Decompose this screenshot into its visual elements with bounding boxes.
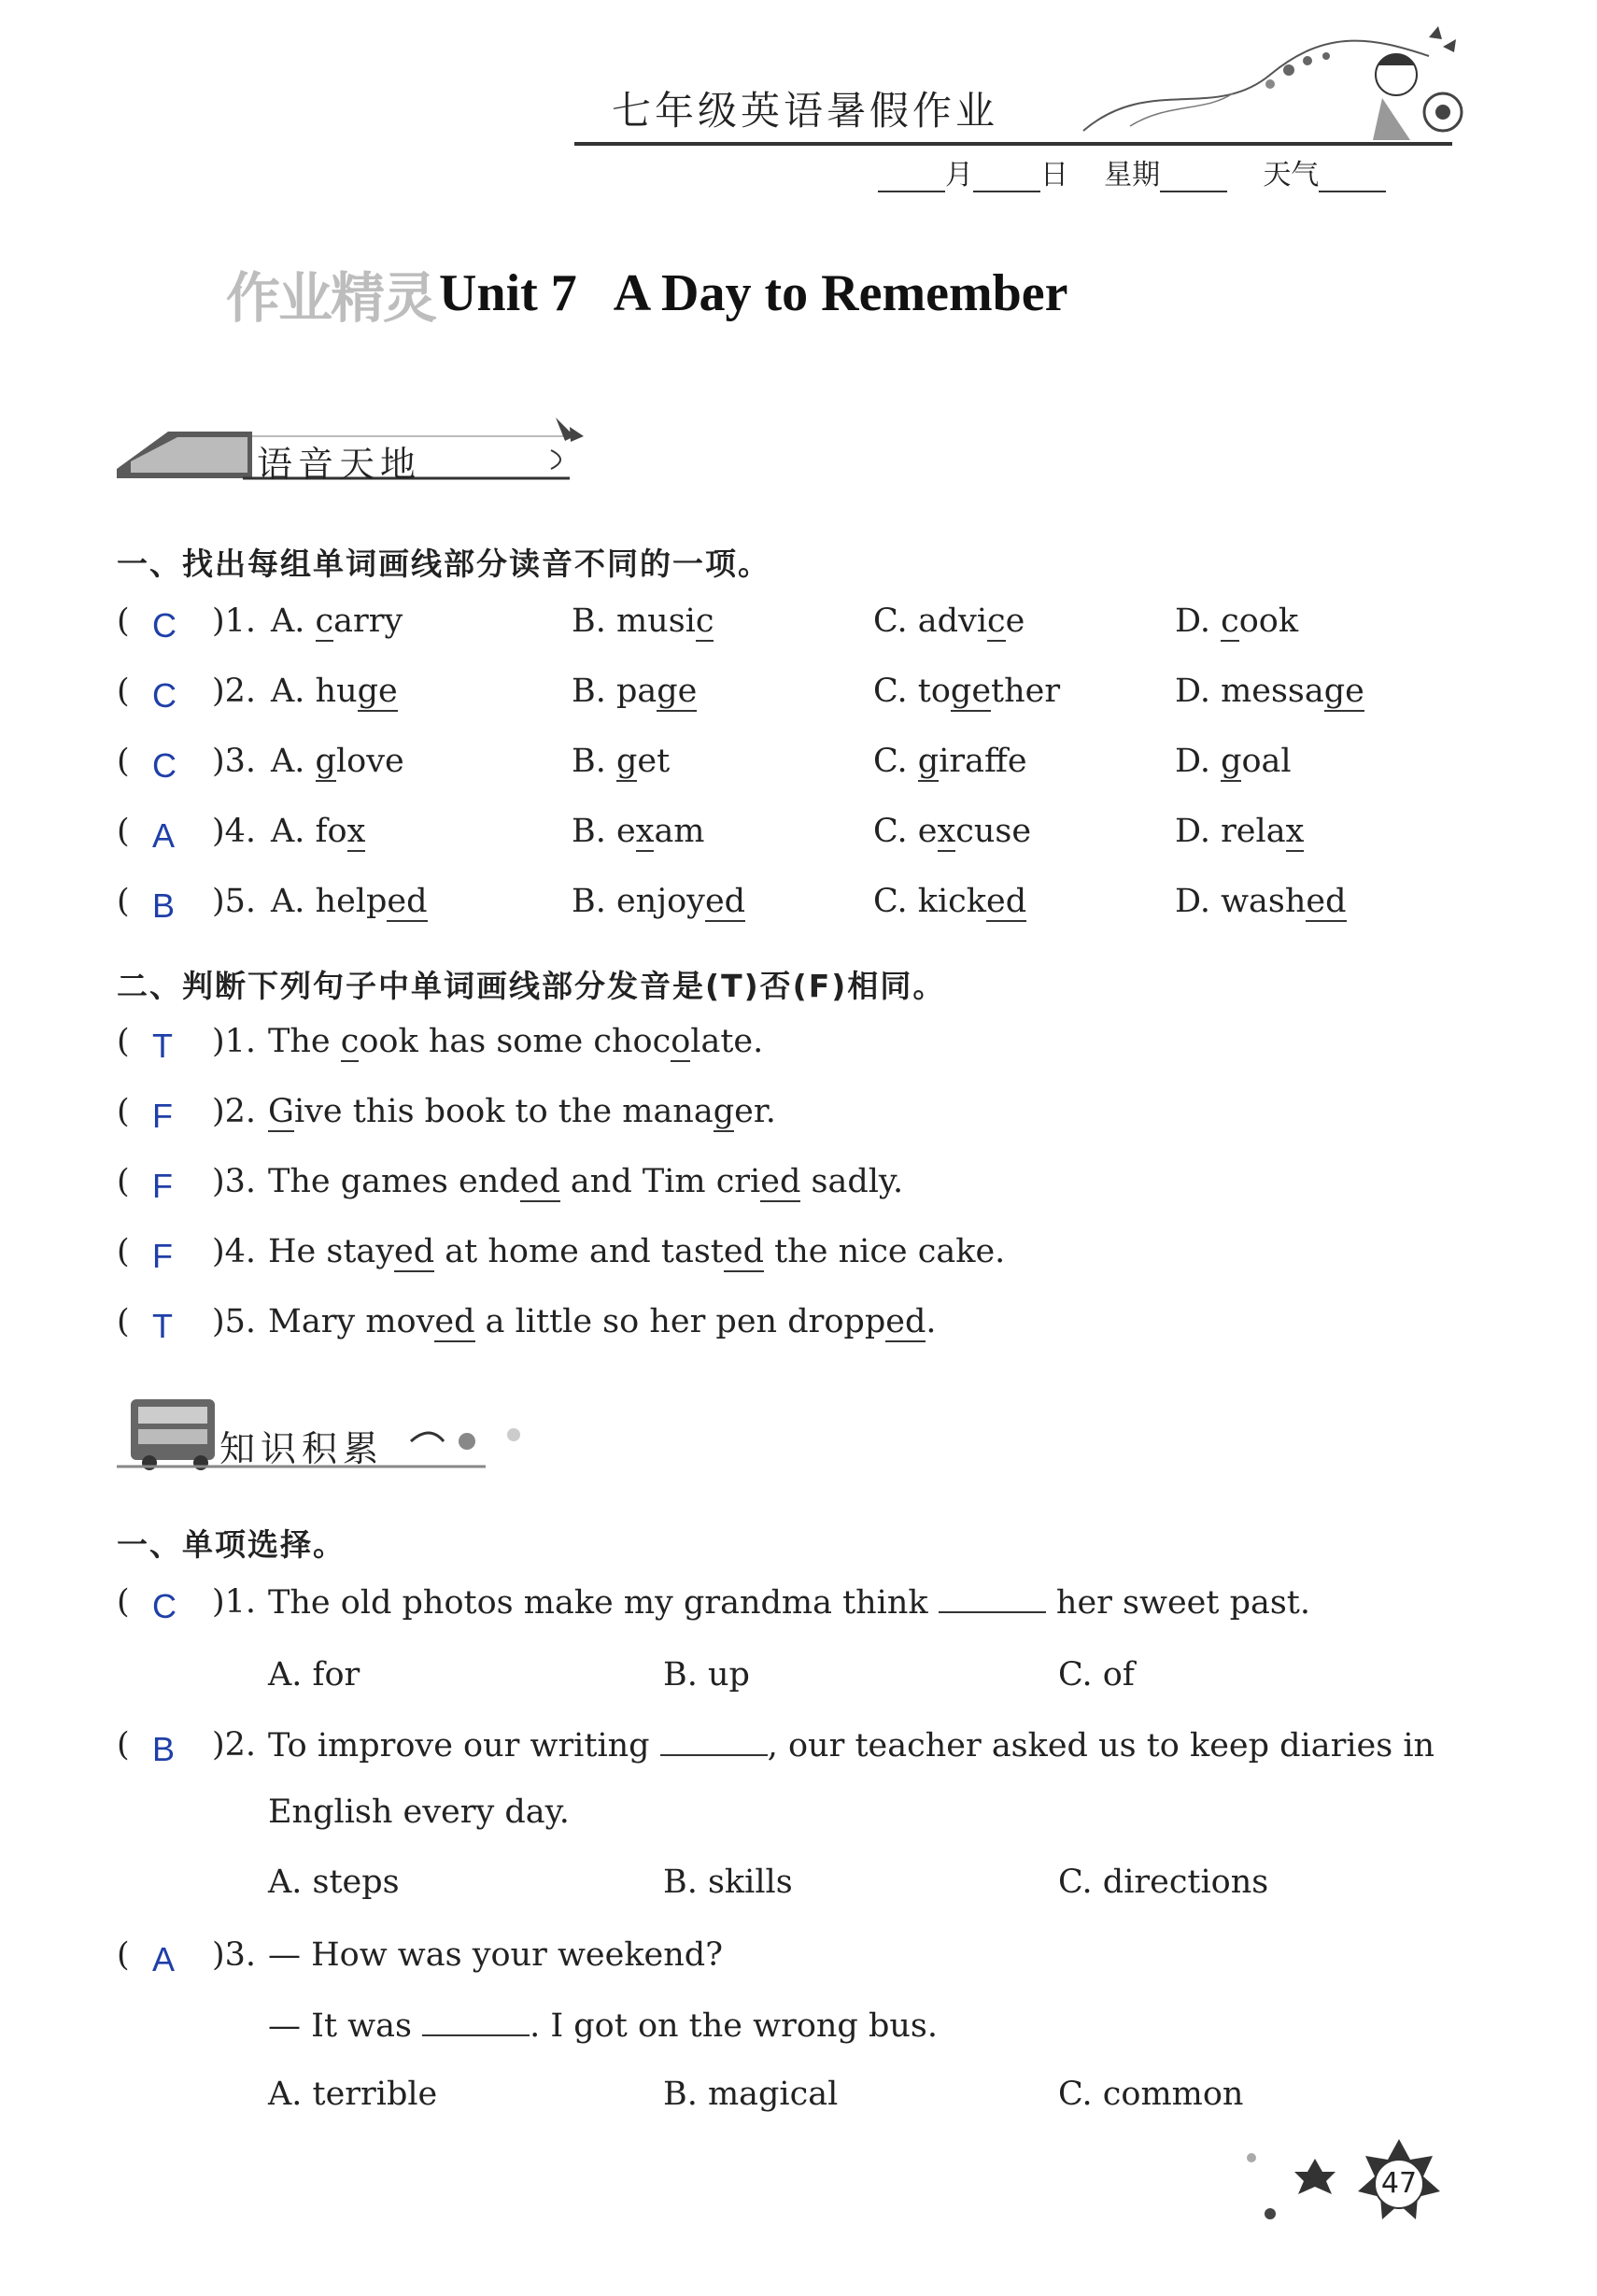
question-text: To improve our writing <box>268 1727 650 1765</box>
question-number: )3. <box>212 1163 257 1200</box>
option-a: A. terrible <box>268 2076 438 2113</box>
header-divider <box>574 142 1452 146</box>
option-b: B. magical <box>663 2076 839 2113</box>
option-a: A. carry <box>271 602 403 640</box>
date-weather-line <box>878 151 1386 192</box>
question-text: her sweet past. <box>1055 1584 1310 1622</box>
option-d: D. washed <box>1175 883 1347 920</box>
day-label: 日 <box>1040 159 1068 191</box>
option-c: C. directions <box>1058 1864 1269 1901</box>
answer-mark: F <box>152 1167 173 1205</box>
underlined-part: ed <box>519 1163 560 1200</box>
weather-label: 天气 <box>1263 159 1320 191</box>
option-c: C. giraffe <box>873 743 1027 780</box>
part3-title: 一、单项选择。 <box>117 1526 346 1563</box>
question-number: )2. <box>212 1726 257 1764</box>
underlined-part: c <box>695 602 714 640</box>
answer-mark: A <box>152 1940 176 1978</box>
option-b: B. enjoyed <box>572 883 746 920</box>
underlined-part: ed <box>434 1303 475 1340</box>
question-number: )4. <box>212 1233 257 1270</box>
underlined-part: g <box>713 1093 735 1130</box>
underlined-part: g <box>615 743 638 780</box>
answer-mark: B <box>152 1730 176 1768</box>
answer-mark: C <box>152 1587 177 1625</box>
option-a: A. glove <box>271 743 404 780</box>
page-number: 47 <box>1380 2167 1418 2200</box>
answer-mark: F <box>152 1097 173 1135</box>
answer-mark: T <box>152 1307 173 1345</box>
option-b: B. skills <box>663 1864 793 1901</box>
header-decoration-illustration <box>1074 19 1466 149</box>
underlined-part: ed <box>1306 883 1347 920</box>
option-c: C. advice <box>873 602 1025 640</box>
day-blank <box>973 163 1040 192</box>
question-number: )1. <box>212 1583 257 1621</box>
answer-blank <box>422 2006 530 2036</box>
phonetics-section-title: 语音天地 <box>257 444 422 485</box>
statement-text: Mary moved a little so her pen dropped. <box>268 1303 937 1340</box>
underlined-part: ed <box>885 1303 926 1340</box>
month-label: 月 <box>945 159 973 191</box>
underlined-part: ge <box>950 673 992 710</box>
question-text: The old photos make my grandma think <box>268 1584 928 1622</box>
option-b: B. exam <box>572 813 705 850</box>
underlined-part: o <box>671 1023 691 1060</box>
option-b: B. up <box>663 1656 750 1694</box>
question-number: )2. <box>212 1093 257 1130</box>
underlined-part: x <box>635 813 655 850</box>
part1-title: 一、找出每组单词画线部分读音不同的一项。 <box>117 546 770 582</box>
question-text: — It was <box>268 2007 412 2045</box>
underlined-part: ed <box>394 1233 435 1270</box>
question-number: )4. <box>212 813 257 850</box>
option-d: D. message <box>1175 673 1364 710</box>
option-c: C. kicked <box>873 883 1027 920</box>
question-text: — How was your weekend? <box>268 1936 723 1974</box>
option-a: A. fox <box>271 813 366 850</box>
option-a: A. huge <box>271 673 398 710</box>
underlined-part: x <box>937 813 956 850</box>
underlined-part: ed <box>387 883 428 920</box>
underlined-part: ed <box>704 883 746 920</box>
underlined-part: ed <box>723 1233 765 1270</box>
option-c: C. common <box>1058 2076 1244 2113</box>
option-a: A. for <box>268 1656 360 1694</box>
underlined-part: c <box>315 602 334 640</box>
option-c: C. of <box>1058 1656 1135 1694</box>
answer-mark: A <box>152 816 176 855</box>
underlined-part: ge <box>657 673 698 710</box>
underlined-part: c <box>340 1023 360 1060</box>
answer-mark: C <box>152 746 177 785</box>
page-title: Unit 7 A Day to Remember <box>439 264 1068 322</box>
underlined-part: ed <box>760 1163 801 1200</box>
underlined-part: c <box>1221 602 1239 640</box>
answer-mark: C <box>152 676 177 715</box>
option-c: C. together <box>873 673 1061 710</box>
underlined-part: ge <box>1323 673 1364 710</box>
option-d: D. cook <box>1175 602 1299 640</box>
statement-text: The cook has some chocolate. <box>268 1023 764 1060</box>
answer-mark: B <box>152 886 176 925</box>
question-number: )3. <box>212 1936 257 1974</box>
statement-text: He stayed at home and tasted the nice cake. <box>268 1233 1006 1270</box>
answer-blank <box>939 1583 1046 1613</box>
option-b: B. get <box>572 743 671 780</box>
question-number: )3. <box>212 743 257 780</box>
question-number: )1. <box>212 1023 257 1060</box>
watermark: 作业精灵 <box>226 266 436 330</box>
part2-title: 二、判断下列句子中单词画线部分发音是(T)否(F)相同。 <box>117 968 946 1004</box>
option-d: D. goal <box>1175 743 1292 780</box>
option-a: A. helped <box>271 883 428 920</box>
answer-mark: F <box>152 1237 173 1275</box>
underlined-part: x <box>346 813 366 850</box>
answer-mark: C <box>152 606 177 645</box>
underlined-part: x <box>1285 813 1305 850</box>
weekday-blank <box>1160 163 1227 192</box>
question-text: English every day. <box>268 1793 570 1831</box>
underlined-part: ed <box>986 883 1027 920</box>
question-number: )5. <box>212 1303 257 1340</box>
month-blank <box>878 163 945 192</box>
statement-text: The games ended and Tim cried sadly. <box>268 1163 904 1200</box>
header-title: 七年级英语暑假作业 <box>612 88 999 134</box>
underlined-part: g <box>315 743 336 780</box>
question-number: )1. <box>212 602 257 640</box>
answer-mark: T <box>152 1027 173 1065</box>
weekday-label: 星期 <box>1104 159 1161 191</box>
weather-blank <box>1319 163 1386 192</box>
question-number: )5. <box>212 883 257 920</box>
answer-blank <box>660 1726 768 1756</box>
question-text: . I got on the wrong bus. <box>530 2007 938 2045</box>
underlined-part: ge <box>357 673 398 710</box>
option-a: A. steps <box>268 1864 400 1901</box>
option-b: B. page <box>572 673 698 710</box>
question-number: )2. <box>212 673 257 710</box>
option-b: B. music <box>572 602 714 640</box>
knowledge-section-title: 知识积累 <box>219 1428 385 1469</box>
question-text: , our teacher asked us to keep diaries in <box>767 1727 1435 1765</box>
underlined-part: c <box>987 602 1006 640</box>
statement-text: Give this book to the manager. <box>268 1093 776 1130</box>
option-c: C. excuse <box>873 813 1032 850</box>
underlined-part: g <box>917 743 940 780</box>
underlined-part: g <box>1221 743 1242 780</box>
underlined-part: G <box>268 1093 294 1130</box>
option-d: D. relax <box>1175 813 1305 850</box>
